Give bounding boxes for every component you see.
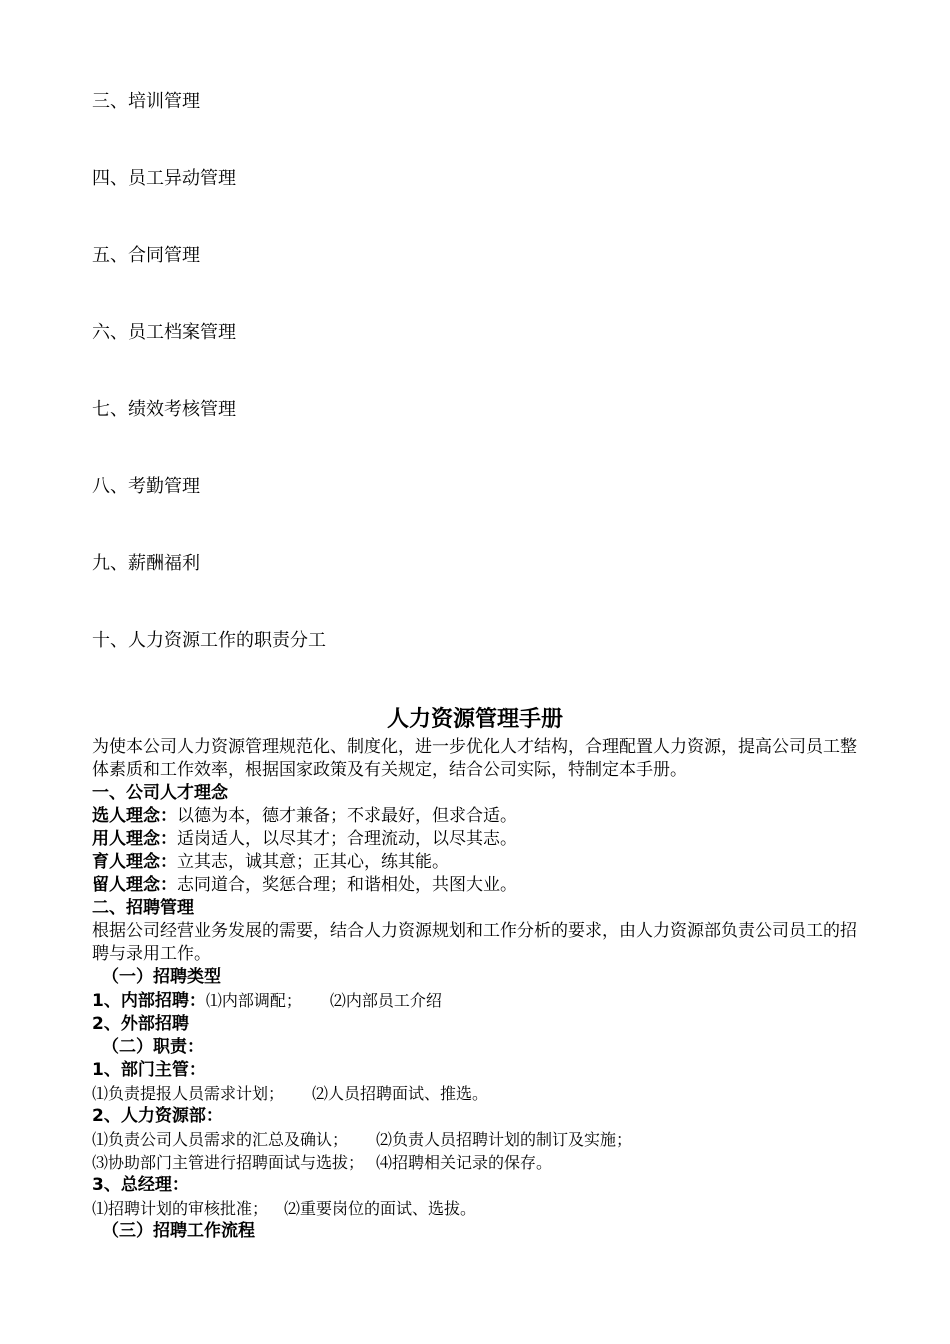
toc-item: 七、绩效考核管理 xyxy=(92,399,236,420)
philosophy-label: 选人理念： xyxy=(92,806,177,826)
duty-text: ⑵人员招聘面试、推选。 xyxy=(312,1084,489,1103)
section-heading: 二、招聘管理 xyxy=(92,898,194,918)
philosophy-text: 适岗适人，以尽其才；合理流动，以尽其志。 xyxy=(177,829,517,849)
recruit-type-internal xyxy=(92,989,867,1013)
philosophy-text: 立其志，诚其意；正其心，练其能。 xyxy=(177,852,449,872)
duty-text: ⑵重要岗位的面试、选拔。 xyxy=(284,1199,477,1218)
role-duties xyxy=(92,1197,867,1220)
duty-text: ⑴负责公司人员需求的汇总及确认； xyxy=(92,1130,349,1149)
toc-item: 三、培训管理 xyxy=(92,91,200,112)
intro-paragraph: 为使本公司人力资源管理规范化、制度化，进一步优化人才结构，合理配置人力资源，提高公司员工整体素质和工作效率，根据国家政策及有关规定，结合公司实际，特制定本手册。 xyxy=(92,737,857,780)
subsection-heading: （三）招聘工作流程 xyxy=(102,1221,255,1241)
philosophy-item xyxy=(92,828,867,851)
toc-item: 四、员工异动管理 xyxy=(92,168,236,189)
philosophy-item xyxy=(92,851,867,874)
duty-text: ⑴负责提报人员需求计划； xyxy=(92,1084,285,1103)
document-title: 人力资源管理手册 xyxy=(386,707,563,732)
role-label: 3、总经理： xyxy=(92,1175,189,1195)
duty-text: ⑵负责人员招聘计划的制订及实施； xyxy=(376,1130,633,1149)
duty-text: ⑶协助部门主管进行招聘面试与选拔； xyxy=(92,1153,365,1172)
philosophy-label: 育人理念： xyxy=(92,852,177,872)
philosophy-text: 以德为本，德才兼备；不求最好，但求合适。 xyxy=(177,806,517,826)
item-text: ⑴内部调配； xyxy=(205,991,302,1010)
toc-item: 十、人力资源工作的职责分工 xyxy=(92,630,326,651)
role-label: 2、人力资源部： xyxy=(92,1106,223,1126)
philosophy-label: 留人理念： xyxy=(92,875,177,895)
subsection-heading: （一）招聘类型 xyxy=(102,967,221,987)
duty-text: ⑴招聘计划的审核批准； xyxy=(92,1199,269,1218)
philosophy-item xyxy=(92,874,867,897)
item-text: ⑵内部员工介绍 xyxy=(329,991,442,1010)
role-duties xyxy=(92,1082,867,1105)
toc-item: 五、合同管理 xyxy=(92,245,200,266)
toc-item: 六、员工档案管理 xyxy=(92,322,236,343)
philosophy-text: 志同道合，奖惩合理；和谐相处，共图大业。 xyxy=(177,875,517,895)
role-duties xyxy=(92,1128,867,1151)
document-body xyxy=(92,736,867,1243)
toc-item: 八、考勤管理 xyxy=(92,476,200,497)
duty-text: ⑷招聘相关记录的保存。 xyxy=(376,1153,553,1172)
item-label: 1、内部招聘： xyxy=(92,991,206,1011)
philosophy-label: 用人理念： xyxy=(92,829,177,849)
recruit-intro: 根据公司经营业务发展的需要，结合人力资源规划和工作分析的要求，由人力资源部负责公司员工的招聘与录用工作。 xyxy=(92,921,857,964)
toc-item: 九、薪酬福利 xyxy=(92,553,200,574)
recruit-type-external: 2、外部招聘 xyxy=(92,1014,189,1034)
subsection-heading: （二）职责： xyxy=(102,1037,204,1057)
section-heading: 一、公司人才理念 xyxy=(92,783,228,803)
role-label: 1、部门主管： xyxy=(92,1060,206,1080)
philosophy-item xyxy=(92,805,867,828)
role-duties xyxy=(92,1151,867,1174)
